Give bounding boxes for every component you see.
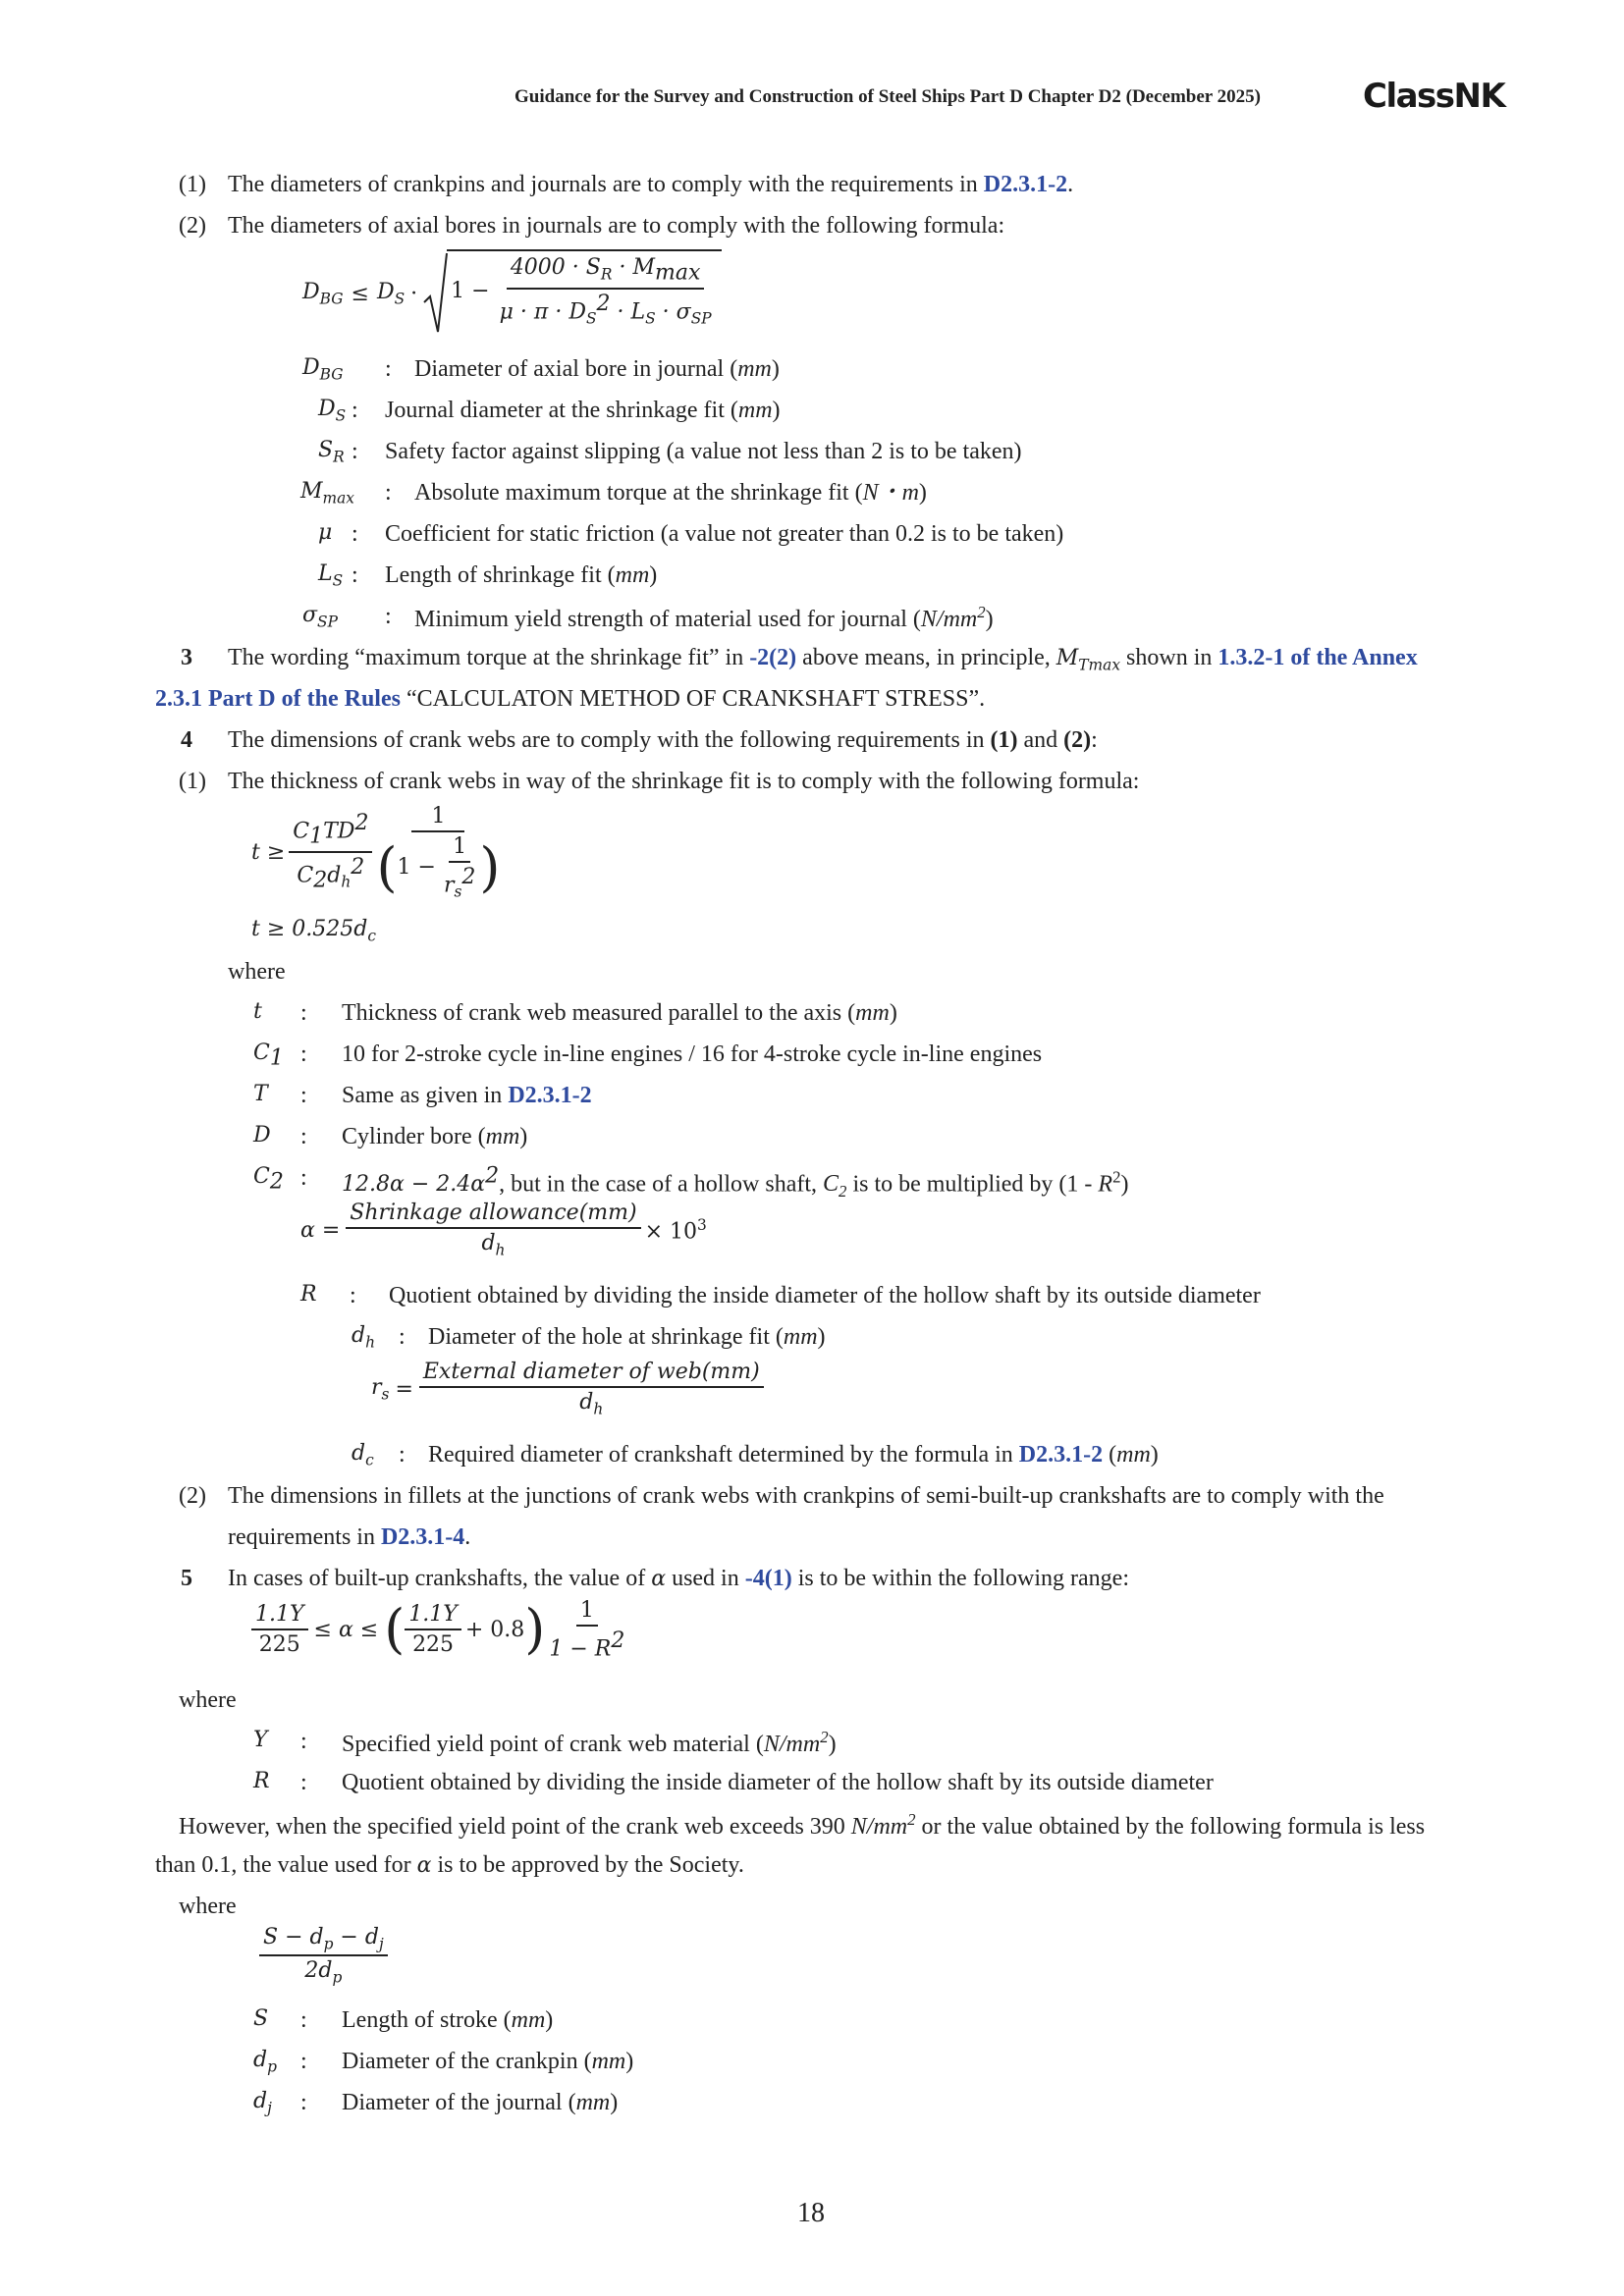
formula-symbol: $D_{BG}$ xyxy=(302,279,344,308)
where-label: where xyxy=(179,1687,237,1713)
cross-reference-link[interactable]: D2.3.1-4 xyxy=(380,1524,465,1550)
def-symbol-R: R xyxy=(300,1282,317,1307)
def-text: Coefficient for static friction (a value not greater than 0.2 is to be taken) xyxy=(385,521,1064,547)
paragraph-text: The diameters of axial bores in journals are to comply with the following formula: xyxy=(228,213,1005,239)
def-symbol-T: T xyxy=(253,1082,268,1106)
def-symbol-mmax: $M_{max}$ xyxy=(300,479,354,507)
def-colon: : xyxy=(352,398,358,423)
paragraph-text: The dimensions of crank webs are to comply with the following requirements in (1) and (2): xyxy=(228,727,1098,753)
def-text: Cylinder bore (mm) xyxy=(342,1124,528,1149)
def-text: Specified yield point of crank web material $(N/mm^2)$ xyxy=(342,1728,837,1757)
def-text: Thickness of crank web measured parallel to the axis (mm) xyxy=(342,1000,897,1026)
formula-web-thickness: t ≥ $\frac{C_1TD^2}{C_2d_h^2}$ 1 ( 1 − $\frac{1}{r_s^2}$ ) xyxy=(251,803,501,901)
def-symbol-Y: Y xyxy=(253,1728,268,1752)
def-symbol-mu: μ xyxy=(318,520,333,545)
list-number: (1) xyxy=(179,769,206,794)
formula-axial-bore: $D_{BG}$ ≤ $D_S$ · 1 − $\frac{4000 \cdot S_R \cdot M_{max}}{\mu \cdot \pi \cdot D_S^2 \cdot L_S \cdot \sigma_{SP}}$ xyxy=(302,249,722,338)
paragraph-text: However, when the specified yield point of the crank web exceeds 390 $N/mm^2$ or the value obtained by the following formula is less xyxy=(179,1810,1426,1840)
paragraph-text: The dimensions in fillets at the junctions of crank webs with crankpins of semi-built-up crankshafts are to comply with the xyxy=(228,1483,1384,1509)
def-symbol-ds: $D_S$ xyxy=(318,397,347,425)
paragraph-text: In cases of built-up crankshafts, the value of α used in -4(1) is to be within the following range: xyxy=(228,1566,1129,1591)
def-symbol-c2: $C_2$ xyxy=(253,1164,284,1195)
formula-ratio: $\frac{S - d_p - d_j}{2d_p}$ xyxy=(259,1922,388,1989)
def-symbol-t: t xyxy=(253,999,262,1024)
def-colon: : xyxy=(352,521,358,547)
formula-rs: $r_s$ = $\frac{\text{External diameter of web(mm)}}{d_h}$ xyxy=(371,1357,764,1421)
def-symbol-dj: $d_j$ xyxy=(253,2089,272,2117)
def-symbol-S: S xyxy=(253,2006,269,2031)
list-number: (2) xyxy=(179,213,206,239)
def-text: Quotient obtained by dividing the inside diameter of the hollow shaft by its outside diameter xyxy=(342,1770,1214,1795)
def-text: Required diameter of crankshaft determined by the formula in D2.3.1-2 (mm) xyxy=(428,1442,1159,1468)
def-text: Diameter of the hole at shrinkage fit (mm) xyxy=(428,1324,826,1350)
def-colon: : xyxy=(300,1083,307,1108)
paragraph-number: 5 xyxy=(181,1566,192,1591)
cross-reference-link[interactable]: D2.3.1-2 xyxy=(983,172,1068,197)
def-text: Diameter of the crankpin (mm) xyxy=(342,2049,634,2074)
def-colon: : xyxy=(399,1324,406,1350)
def-text: Safety factor against slipping (a value not less than 2 is to be taken) xyxy=(385,439,1022,464)
def-colon: : xyxy=(385,604,392,629)
cross-reference-link[interactable]: -2(2) xyxy=(749,645,797,670)
paragraph-text: The thickness of crank webs in way of the shrinkage fit is to comply with the following formula: xyxy=(228,769,1140,794)
def-text: 10 for 2-stroke cycle in-line engines / 16 for 4-stroke cycle in-line engines xyxy=(342,1041,1043,1067)
def-colon: : xyxy=(300,1124,307,1149)
def-colon: : xyxy=(385,356,392,382)
def-colon: : xyxy=(300,2090,307,2115)
def-colon: : xyxy=(300,1165,307,1191)
def-text: Quotient obtained by dividing the inside diameter of the hollow shaft by its outside diameter xyxy=(389,1283,1261,1308)
cross-reference-link[interactable]: D2.3.1-2 xyxy=(1018,1442,1104,1468)
page-number: 18 xyxy=(797,2198,825,2228)
def-colon: : xyxy=(300,2049,307,2074)
def-text: Journal diameter at the shrinkage fit (mm) xyxy=(385,398,781,423)
sqrt-sign-icon xyxy=(423,251,449,336)
def-text: Length of shrinkage fit (mm) xyxy=(385,562,658,588)
def-symbol-sigma-sp: $\sigma_{SP}$ xyxy=(302,603,338,631)
def-symbol-ls: $L_S$ xyxy=(318,561,344,590)
classnk-logo: ClassNK xyxy=(1363,77,1505,116)
cross-reference-link[interactable]: 1.3.2-1 of the Annex xyxy=(1218,645,1418,670)
def-symbol-sr: $S_R$ xyxy=(318,438,345,466)
sqrt-radicand: 1 − $\frac{4000 \cdot S_R \cdot M_{max}}{\mu \cdot \pi \cdot D_S^2 \cdot L_S \cdot \sigma_{SP}}$ xyxy=(447,249,721,327)
where-label: where xyxy=(179,1894,237,1919)
formula-min-thickness: $t \ge 0.525d_c$ xyxy=(251,917,376,945)
paragraph-number: 4 xyxy=(181,727,192,753)
paragraph-text: The wording “maximum torque at the shrinkage fit” in -2(2) above means, in principle, $M_{Tmax}$ shown in 1.3.2-1 of the Annex xyxy=(228,645,1418,674)
cross-reference-link[interactable]: 2.3.1 Part D of the Rules xyxy=(155,686,401,712)
list-number: (1) xyxy=(179,172,206,197)
def-colon: : xyxy=(300,1000,307,1026)
def-colon: : xyxy=(300,2007,307,2033)
def-colon: : xyxy=(399,1442,406,1468)
def-symbol-dbg: $D_{BG}$ xyxy=(302,355,344,384)
def-text: Diameter of axial bore in journal (mm) xyxy=(414,356,780,382)
def-text: $12.8\alpha - 2.4\alpha^2$, but in the case of a hollow shaft, $C_2$ is to be multiplied by $(1 - R^2)$ xyxy=(342,1164,1129,1201)
cross-reference-link[interactable]: -4(1) xyxy=(744,1566,792,1591)
formula-alpha: α = $\frac{\text{Shrinkage allowance(mm)}}{d_h}$ × $10^3$ xyxy=(300,1201,707,1259)
def-symbol-D: D xyxy=(253,1123,271,1148)
def-symbol-dh: $d_h$ xyxy=(352,1323,376,1352)
paragraph-text: 2.3.1 Part D of the Rules “CALCULATON METHOD OF CRANKSHAFT STRESS”. xyxy=(155,686,986,712)
formula-relation: ≤ xyxy=(351,281,369,306)
def-colon: : xyxy=(300,1041,307,1067)
def-colon: : xyxy=(352,562,358,588)
def-colon: : xyxy=(385,480,392,506)
running-header: Guidance for the Survey and Construction of Steel Ships Part D Chapter D2 (December 2025) xyxy=(514,86,1261,107)
def-colon: : xyxy=(352,439,358,464)
paragraph-number: 3 xyxy=(181,645,192,670)
def-colon: : xyxy=(300,1770,307,1795)
def-symbol-dc: $d_c$ xyxy=(352,1441,374,1469)
cross-reference-link[interactable]: D2.3.1-2 xyxy=(508,1083,592,1108)
def-text: Diameter of the journal (mm) xyxy=(342,2090,619,2115)
paragraph-text: than 0.1, the value used for α is to be approved by the Society. xyxy=(155,1852,744,1878)
where-label: where xyxy=(228,959,286,985)
paragraph-text: The diameters of crankpins and journals are to comply with the requirements in D2.3.1-2. xyxy=(228,172,1074,197)
paragraph-text: requirements in D2.3.1-4. xyxy=(228,1524,471,1550)
def-symbol-dp: $d_p$ xyxy=(253,2048,277,2076)
text: The diameters of crankpins and journals are to comply with the requirements in xyxy=(228,172,984,197)
def-text: Same as given in D2.3.1-2 xyxy=(342,1083,592,1108)
def-symbol-c1: $C_1$ xyxy=(253,1041,284,1071)
def-colon: : xyxy=(350,1283,356,1308)
formula-alpha-range: $\frac{1.1Y}{225}$ ≤ α ≤ ( $\frac{1.1Y}{225}$ + 0.8 ) $\frac{1}{1 - R^2}$ xyxy=(251,1592,628,1667)
def-symbol-R: R xyxy=(253,1769,270,1793)
def-colon: : xyxy=(300,1729,307,1754)
def-text: Minimum yield strength of material used for journal $(N/mm^2)$ xyxy=(414,603,994,632)
list-number: (2) xyxy=(179,1483,206,1509)
def-text: Length of stroke (mm) xyxy=(342,2007,554,2033)
def-text: Absolute maximum torque at the shrinkage fit (N・m) xyxy=(414,480,927,506)
